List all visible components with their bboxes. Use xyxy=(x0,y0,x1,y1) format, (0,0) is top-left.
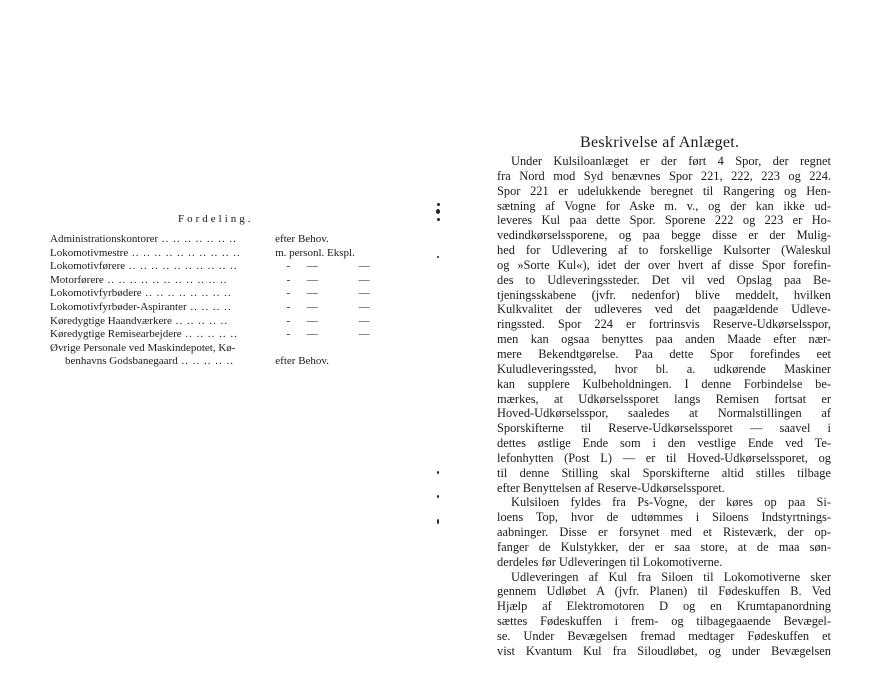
distribution-leader-dots: .. .. .. .. .. .. .. .. xyxy=(141,287,232,300)
article-line: Kulsiloen fyldes fra Ps-Vogne, der køres op paa Si- xyxy=(511,495,831,510)
article-line: Under Kulsiloanlæget er der ført 4 Spor, der regnet xyxy=(511,154,831,168)
gutter-speck xyxy=(437,519,439,524)
article-line: aabninger. Disse er forsynet med et Risteværk, der op- xyxy=(497,525,831,540)
article-line: ringssted. Spor 224 er fortrinsvis Reserve-Udkørselsspor, xyxy=(497,317,831,332)
article-line: kan supplere Kulbeholdningen. I denne Forbindelse be- xyxy=(497,376,831,391)
gutter-speck xyxy=(437,256,439,258)
ditto-mark: — xyxy=(358,328,370,341)
distribution-label xyxy=(50,355,275,369)
distribution-leader-dots: .. .. .. .. .. .. .. xyxy=(158,233,237,245)
distribution-value xyxy=(284,301,344,315)
article-line: fanger de Kulstykker, der er saa store, at de maa søn- xyxy=(497,539,831,554)
article-line: Kuludleveringssted, hvor bl. a. udkørende Maskiner xyxy=(497,361,831,376)
distribution-value xyxy=(284,260,344,274)
distribution-value xyxy=(284,274,344,288)
distribution-label-text: Lokomotivmestre xyxy=(50,246,129,259)
distribution-row xyxy=(50,233,390,247)
ditto-mark: — xyxy=(306,273,318,286)
article-line: Spor 221 er udelukkende beregnet til Rangering og Hen- xyxy=(497,183,831,198)
distribution-label xyxy=(50,342,350,356)
distribution-label-text: benhavns Godsbanegaard xyxy=(65,355,178,368)
distribution-row xyxy=(50,274,390,288)
distribution-value: efter Behov. xyxy=(275,233,329,245)
distribution-label xyxy=(50,233,275,247)
article-line: mere Bekendtgørelse. Paa dette Spor forefindes eet xyxy=(497,346,831,361)
article-line: gennem Udløbet A (jvfr. Planen) til Fødeskuffen B. Ved xyxy=(497,584,831,599)
distribution-heading: Fordeling. xyxy=(178,213,254,225)
ditto-mark: — xyxy=(358,314,370,327)
distribution-row xyxy=(50,342,390,356)
distribution-value xyxy=(284,287,344,301)
distribution-label-text: Lokomotivførere xyxy=(50,260,126,273)
article-line: vist Kvantum Kul fra Siloudløbet, og under Bevægelsen xyxy=(497,643,831,658)
distribution-value xyxy=(344,301,390,315)
ditto-mark: — xyxy=(358,273,370,286)
ditto-mark: - xyxy=(286,287,291,300)
distribution-leader-dots: .. .. .. .. .. xyxy=(171,314,229,327)
article-line: leveres Kul paa dette Spor. Sporene 222 og 223 er Ho- xyxy=(497,213,831,228)
distribution-row xyxy=(50,328,390,342)
ditto-mark: — xyxy=(358,300,370,313)
article-line: Hjælp af Elektromotoren D og en Krumtapanordning xyxy=(497,599,831,614)
article-line: derdeles før Udleveringen til Lokomotiverne. xyxy=(497,554,723,569)
ditto-mark: - xyxy=(286,300,291,313)
distribution-row xyxy=(50,315,390,329)
distribution-label-text: Lokomotivfyrbødere xyxy=(50,287,142,300)
distribution-row xyxy=(50,260,390,274)
distribution-label-text: Motorførere xyxy=(50,273,104,286)
article-line: lefonhytten (Post L) — er til Hoved-Udkørselssporet, og xyxy=(497,450,831,465)
distribution-value xyxy=(344,328,390,342)
article-line: men kan ogsaa benyttes paa anden Maade efter nær- xyxy=(497,332,831,347)
article-title: Beskrivelse af Anlæget. xyxy=(580,134,740,151)
ditto-mark: - xyxy=(286,328,291,341)
ditto-mark: — xyxy=(306,287,318,300)
article-line: og »Sorte Kul«), idet der over hvert af disse Spor forefin- xyxy=(497,257,831,272)
distribution-row xyxy=(50,247,390,261)
distribution-label xyxy=(50,301,284,315)
article-line: se. Under Bevægelsen fremad medtager Fødeskuffen et xyxy=(497,629,831,643)
article-line: Sporskifterne til Reserve-Udkørselssporet — saavel i xyxy=(497,421,831,436)
distribution-label-text: Administrationskontorer xyxy=(50,233,159,245)
distribution-value xyxy=(344,315,390,329)
distribution-value xyxy=(344,260,390,274)
ditto-mark: — xyxy=(358,287,370,300)
ditto-mark: — xyxy=(358,260,370,273)
distribution-value xyxy=(344,287,390,301)
distribution-value xyxy=(284,315,344,329)
distribution-leader-dots: .. .. .. .. .. xyxy=(181,328,238,341)
ditto-mark: — xyxy=(306,328,318,341)
distribution-label-text: Køredygtige Remisearbejdere xyxy=(50,328,182,341)
distribution-label xyxy=(50,287,284,301)
article-line: loens Top, hvor de udtømmes i Siloens Indstyrtnings- xyxy=(497,510,831,525)
ditto-mark: - xyxy=(286,314,291,327)
distribution-row xyxy=(50,355,390,369)
article-line: Udleveringen af Kul fra Siloen til Lokomotiverne sker xyxy=(511,569,831,584)
distribution-leader-dots: .. .. .. .. .. .. .. .. .. .. xyxy=(128,246,241,259)
article-line: sættes Fødeskuffen i frem- og tilbagegaaende Bevægel- xyxy=(497,614,831,629)
distribution-label xyxy=(50,247,275,261)
article-line: Kulkvalitet der udleveres ved det paagældende Udleve- xyxy=(497,302,831,317)
distribution-row xyxy=(50,287,390,301)
gutter-speck xyxy=(437,471,439,474)
ditto-mark: — xyxy=(306,314,318,327)
article-line: mærkes, at Udkørselssporet langs Remisen fortsat er xyxy=(497,391,831,406)
distribution-label-text: Lokomotivfyrbøder-Aspiranter xyxy=(50,300,187,313)
distribution-label xyxy=(50,260,284,274)
distribution-leader-dots: .. .. .. .. xyxy=(186,300,232,313)
distribution-table xyxy=(50,233,390,369)
ditto-mark: - xyxy=(286,260,291,273)
article-line: til denne Stilling skal Sporskifterne altid stilles tilbage xyxy=(497,465,831,480)
right-page xyxy=(440,0,885,682)
article-line: vedindkørselssporene, og paa begge disse er der Mulig- xyxy=(497,228,831,243)
distribution-label-text: Køredygtige Haandværkere xyxy=(50,314,172,327)
distribution-leader-dots: .. .. .. .. .. xyxy=(177,355,234,368)
distribution-value xyxy=(284,328,344,342)
distribution-value: m. personl. Ekspl. xyxy=(275,246,355,259)
article-line: sætning af Vogne for Aske m. v., og der kan ikke ud- xyxy=(497,198,831,213)
distribution-label-text: Øvrige Personale ved Maskindepotet, Kø- xyxy=(50,341,236,354)
distribution-label xyxy=(50,315,284,329)
article-line: dettes østlige Ende som i den vestlige Ende ved Te- xyxy=(497,436,831,451)
distribution-leader-dots: .. .. .. .. .. .. .. .. .. .. .. xyxy=(103,273,228,286)
article-line: hed for Udlevering af to forskellige Kulsorter (Waleskul xyxy=(497,243,831,258)
article-line: tjeningsskabene (jvfr. nedenfor) blive meddelt, hvilken xyxy=(497,287,831,302)
distribution-value: efter Behov. xyxy=(275,355,329,368)
article-line: Hoved-Udkørselsspor, saaledes at Normalstillingen af xyxy=(497,406,831,421)
distribution-label xyxy=(50,274,284,288)
distribution-leader-dots: .. .. .. .. .. .. .. .. .. .. xyxy=(125,260,238,273)
article-body xyxy=(497,154,831,659)
gutter-speck xyxy=(437,495,439,498)
distribution-row xyxy=(50,301,390,315)
article-line: des to Udleveringssteder. Det vil ved Opslag paa Be- xyxy=(497,272,831,287)
ditto-mark: — xyxy=(306,300,318,313)
ditto-mark: — xyxy=(306,260,318,273)
left-page xyxy=(0,0,430,682)
distribution-label xyxy=(50,328,284,342)
article-line: fra Nord mod Syd benævnes Spor 221, 222, 223 og 224. xyxy=(497,168,831,183)
distribution-value xyxy=(344,274,390,288)
ditto-mark: - xyxy=(286,273,291,286)
article-line: efter Benyttelsen af Reserve-Udkørselssporet. xyxy=(497,480,725,495)
